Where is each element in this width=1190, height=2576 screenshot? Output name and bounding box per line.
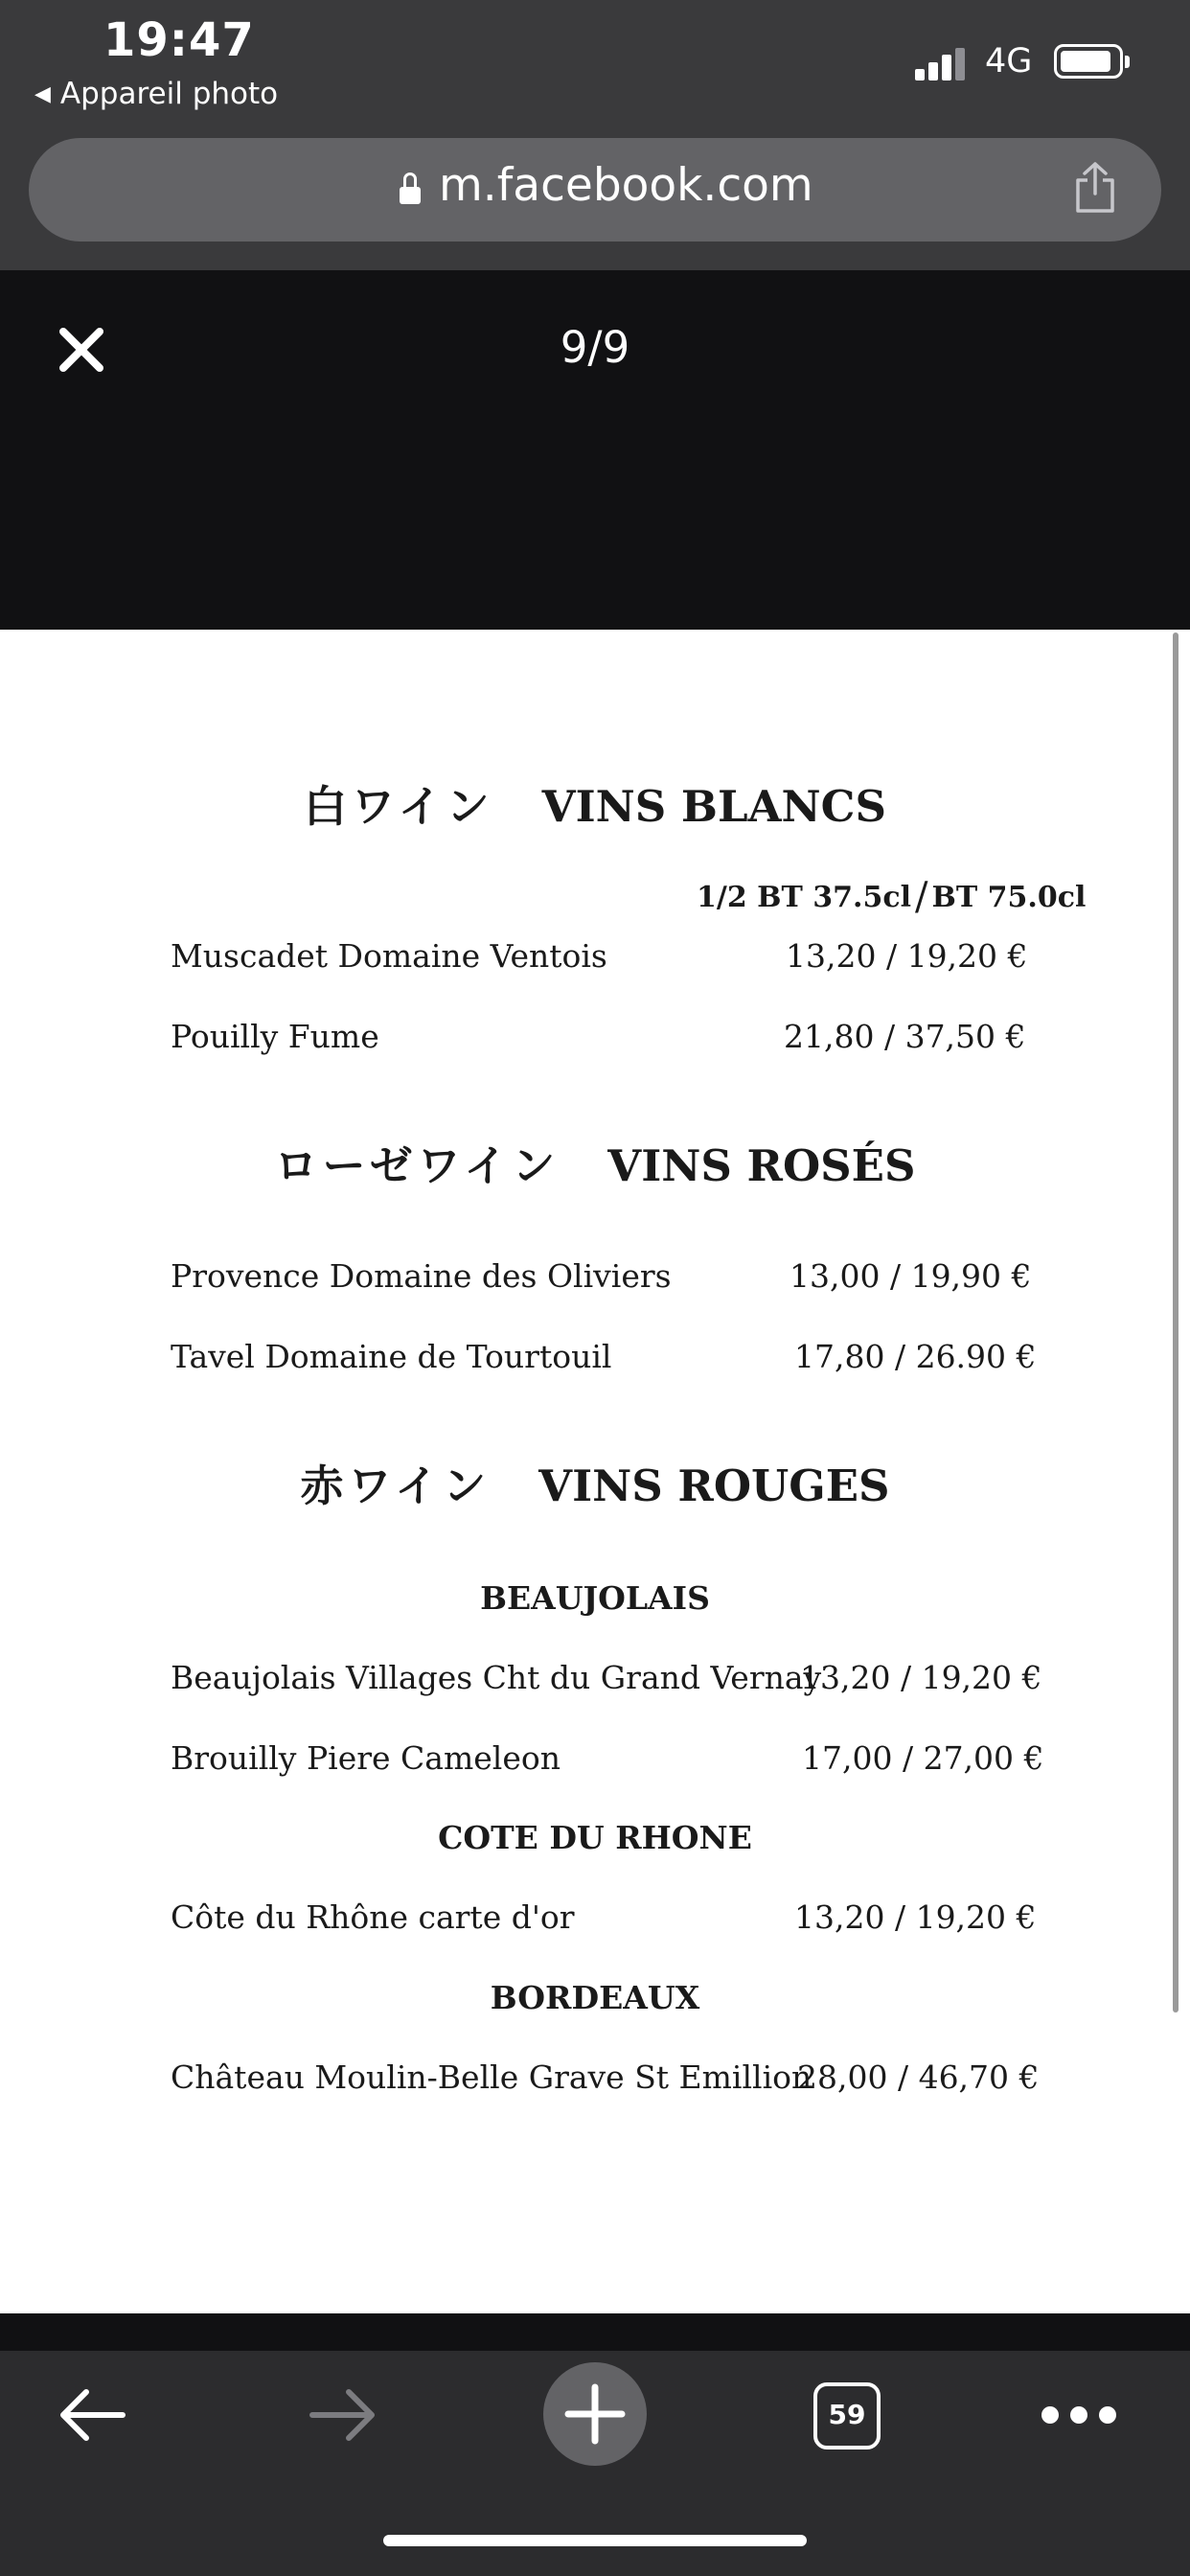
bottle-slash: / (915, 875, 928, 919)
heading-fr: VINS BLANCS (541, 781, 886, 832)
wine-price: 13,20 / 19,20 € (800, 1659, 1042, 1696)
subheading-bordeaux: BORDEAUX (490, 1979, 700, 2016)
heading-fr: VINS ROSÉS (607, 1140, 916, 1191)
photo-counter: 9/9 (560, 322, 630, 373)
wine-name: Beaujolais Villages Cht du Grand Vernay (171, 1659, 822, 1696)
heading-ja: 白ワイン (304, 781, 494, 832)
wine-name: Tavel Domaine de Tourtouil (171, 1338, 612, 1375)
network-type: 4G (985, 42, 1033, 80)
wine-name: Côte du Rhône carte d'or (171, 1898, 575, 1936)
wine-price: 21,80 / 37,50 € (784, 1018, 1026, 1055)
cellular-signal-icon (915, 46, 969, 80)
more-icon[interactable] (1039, 2401, 1119, 2429)
wine-price: 13,20 / 19,20 € (786, 937, 1028, 975)
heading-vins-roses (0, 1131, 1190, 1193)
heading-ja: 赤ワイン (300, 1460, 492, 1511)
heading-vins-blancs (0, 771, 1190, 834)
bottle-size-header (697, 875, 1086, 919)
heading-ja: ローゼワイン (274, 1140, 561, 1191)
wine-name: Brouilly Piere Cameleon (171, 1739, 561, 1777)
tabs-button[interactable]: 59 (813, 2382, 881, 2450)
plus-icon (562, 2381, 628, 2447)
home-indicator[interactable] (383, 2535, 807, 2546)
wine-name: Château Moulin-Belle Grave St Emillion (171, 2058, 812, 2096)
wine-price: 28,00 / 46,70 € (797, 2058, 1040, 2096)
full-bottle-label: BT 75.0cl (931, 881, 1087, 914)
lock-icon (400, 172, 421, 207)
wine-price: 17,80 / 26.90 € (794, 1338, 1037, 1375)
status-time: 19:47 (103, 13, 255, 67)
heading-vins-rouges (0, 1451, 1190, 1513)
url-text[interactable]: m.facebook.com (439, 159, 813, 212)
menu-photo (0, 630, 1190, 2313)
back-app-label: Appareil photo (59, 77, 279, 111)
battery-tip (1125, 56, 1130, 68)
share-icon[interactable] (1073, 161, 1117, 215)
wine-price: 17,00 / 27,00 € (802, 1739, 1044, 1777)
half-bottle-label: 1/2 BT 37.5cl (697, 881, 912, 914)
heading-fr: VINS ROUGES (538, 1460, 890, 1511)
wine-price: 13,20 / 19,20 € (794, 1898, 1037, 1936)
wine-name: Provence Domaine des Oliviers (171, 1257, 672, 1295)
subheading-cote-du-rhone: COTE DU RHONE (438, 1819, 752, 1856)
wine-name: Pouilly Fume (171, 1018, 379, 1055)
subheading-beaujolais: BEAUJOLAIS (480, 1579, 710, 1617)
forward-arrow-icon[interactable] (307, 2384, 379, 2446)
back-triangle-icon: ◀ (34, 82, 51, 106)
back-arrow-icon[interactable] (56, 2384, 128, 2446)
battery-icon (1054, 44, 1123, 79)
wine-price: 13,00 / 19,90 € (790, 1257, 1032, 1295)
wine-name: Muscadet Domaine Ventois (171, 937, 607, 975)
scrollbar[interactable] (1173, 632, 1179, 2012)
back-to-app-link[interactable] (34, 77, 278, 111)
